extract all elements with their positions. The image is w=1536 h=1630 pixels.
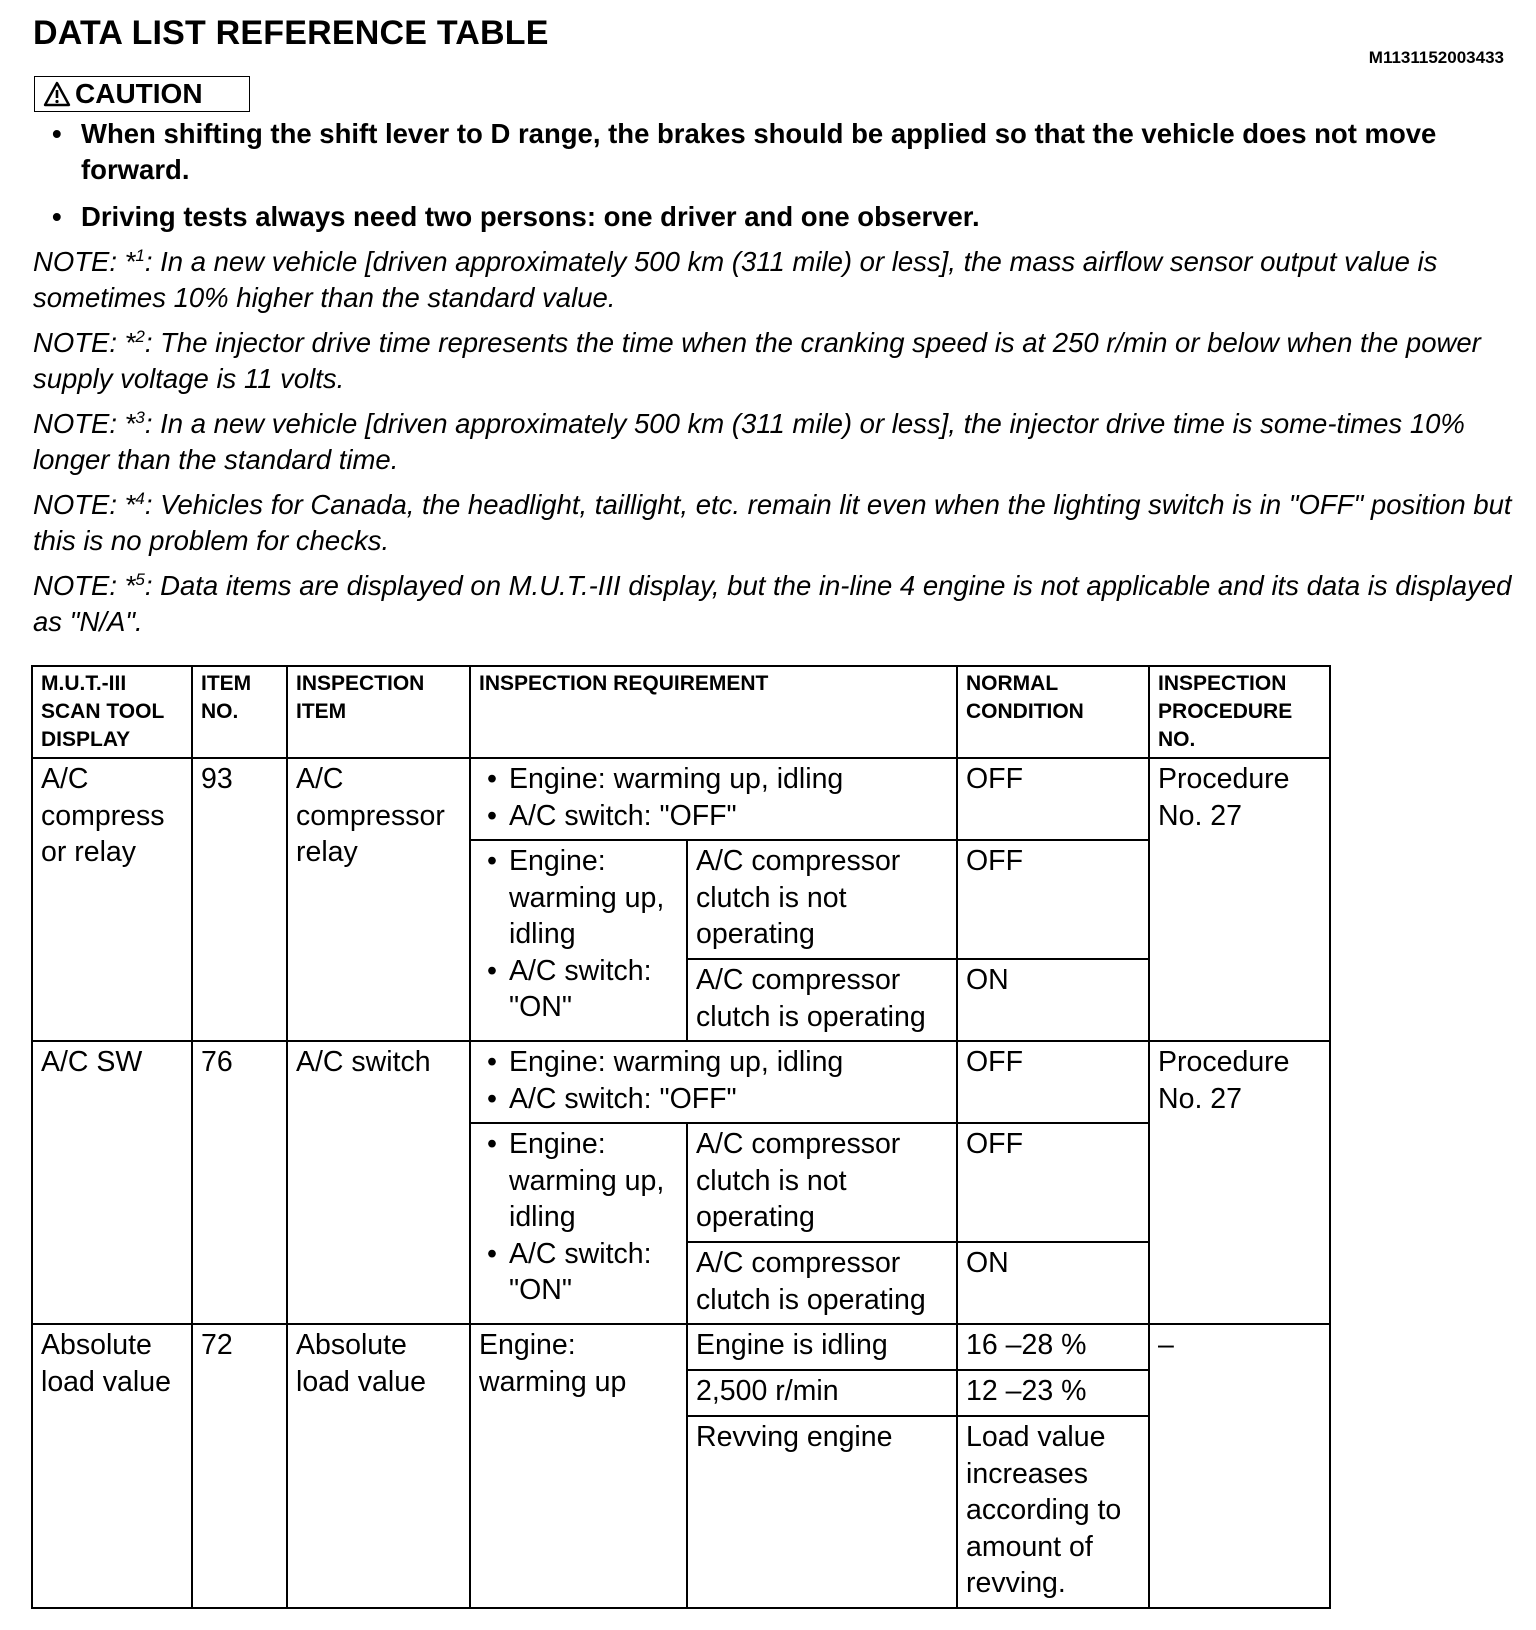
cell-item: A/C switch [287, 1041, 470, 1324]
requirement-item: • A/C switch: "OFF" [479, 1081, 948, 1118]
cell-item-no: 72 [192, 1324, 287, 1608]
cell-sub-condition: A/C compressor clutch is not operating [687, 1123, 957, 1242]
header-display: M.U.T.-III SCAN TOOL DISPLAY [32, 666, 192, 758]
cell-item-no: 93 [192, 758, 287, 1041]
cell-display: A/C SW [32, 1041, 192, 1324]
note-text: : The injector drive time represents the time when the cranking speed is at 250 r/min or below when the power supply voltage is 11 volts. [33, 327, 1481, 394]
cell-sub-condition: A/C compressor clutch is not operating [687, 840, 957, 959]
cell-procedure: Procedure No. 27 [1149, 758, 1330, 1041]
note-mark: 5 [135, 569, 145, 589]
caution-item: • When shifting the shift lever to D range, the brakes should be applied so that the vehicle does not move forward. [52, 116, 1512, 188]
note-4 [33, 487, 1513, 559]
requirement-item: • A/C switch: "OFF" [479, 798, 948, 835]
cell-procedure: – [1149, 1324, 1330, 1608]
note-text: : In a new vehicle [driven approximately 500 km (311 mile) or less], the mass airflow sensor output value is sometimes 10% higher than the standard value. [33, 246, 1438, 313]
requirement-item: • Engine: warming up, idling [479, 843, 678, 953]
requirement-item: • Engine: warming up, idling [479, 761, 948, 798]
header-procedure: INSPECTION PROCEDURE NO. [1149, 666, 1330, 758]
warning-triangle-icon [43, 81, 71, 107]
requirement-item: • A/C switch: "ON" [479, 1236, 678, 1309]
header-item: INSPECTION ITEM [287, 666, 470, 758]
note-mark: 3 [135, 407, 145, 427]
caution-list [52, 116, 1512, 246]
cell-normal: Load value increases according to amount of revving. [957, 1416, 1149, 1608]
table-row [32, 1324, 1330, 1370]
cell-procedure: Procedure No. 27 [1149, 1041, 1330, 1324]
cell-item-no: 76 [192, 1041, 287, 1324]
cell-sub-condition: Revving engine [687, 1416, 957, 1608]
cell-normal: 16 –28 % [957, 1324, 1149, 1370]
cell-normal: OFF [957, 1041, 1149, 1123]
caution-box [34, 76, 250, 112]
cell-requirement [470, 758, 957, 840]
note-text: : Data items are displayed on M.U.T.-III display, but the in-line 4 engine is not applicable and its data is displayed as "N/A". [33, 570, 1512, 637]
note-1 [33, 244, 1513, 316]
cell-normal: ON [957, 959, 1149, 1041]
requirement-item: • Engine: warming up, idling [479, 1126, 678, 1236]
page-title: DATA LIST REFERENCE TABLE [33, 14, 549, 52]
cell-sub-condition: A/C compressor clutch is operating [687, 959, 957, 1041]
note-2 [33, 325, 1513, 397]
cell-display: A/C compress or relay [32, 758, 192, 1041]
cell-normal: OFF [957, 1123, 1149, 1242]
cell-item: A/C compressor relay [287, 758, 470, 1041]
note-text: : In a new vehicle [driven approximately 500 km (311 mile) or less], the injector drive time is some-times 10% longer than the standard time. [33, 408, 1465, 475]
requirement-item: • A/C switch: "ON" [479, 953, 678, 1026]
caution-item: • Driving tests always need two persons: one driver and one observer. [52, 199, 1512, 235]
document-id: M1131152003433 [1368, 48, 1504, 67]
cell-requirement [470, 1041, 957, 1123]
cell-normal: ON [957, 1242, 1149, 1324]
cell-requirement: Engine: warming up [470, 1324, 687, 1608]
table-row [32, 758, 1330, 840]
caution-label: CAUTION [75, 78, 203, 109]
requirement-item: • Engine: warming up, idling [479, 1044, 948, 1081]
note-mark: 2 [135, 326, 145, 346]
note-5 [33, 568, 1513, 640]
note-prefix: NOTE: * [33, 408, 136, 439]
table-row [32, 1041, 1330, 1123]
cell-requirement [470, 840, 687, 1041]
table-header-row [32, 666, 1330, 758]
cell-sub-condition: 2,500 r/min [687, 1370, 957, 1416]
notes-section [33, 244, 1513, 649]
note-prefix: NOTE: * [33, 246, 136, 277]
note-3 [33, 406, 1513, 478]
note-mark: 4 [135, 488, 145, 508]
header-normal: NORMAL CONDITION [957, 666, 1149, 758]
cell-sub-condition: Engine is idling [687, 1324, 957, 1370]
note-mark: 1 [135, 245, 145, 265]
cell-normal: OFF [957, 758, 1149, 840]
cell-display: Absolute load value [32, 1324, 192, 1608]
note-prefix: NOTE: * [33, 327, 136, 358]
cell-normal: 12 –23 % [957, 1370, 1149, 1416]
cell-sub-condition: A/C compressor clutch is operating [687, 1242, 957, 1324]
cell-item: Absolute load value [287, 1324, 470, 1608]
cell-normal: OFF [957, 840, 1149, 959]
note-prefix: NOTE: * [33, 489, 136, 520]
note-text: : Vehicles for Canada, the headlight, taillight, etc. remain lit even when the lighting switch is in "OFF" position but this is no problem for checks. [33, 489, 1512, 556]
data-list-table [31, 665, 1331, 1609]
header-item-no: ITEM NO. [192, 666, 287, 758]
header-requirement: INSPECTION REQUIREMENT [470, 666, 957, 758]
cell-requirement [470, 1123, 687, 1324]
note-prefix: NOTE: * [33, 570, 136, 601]
